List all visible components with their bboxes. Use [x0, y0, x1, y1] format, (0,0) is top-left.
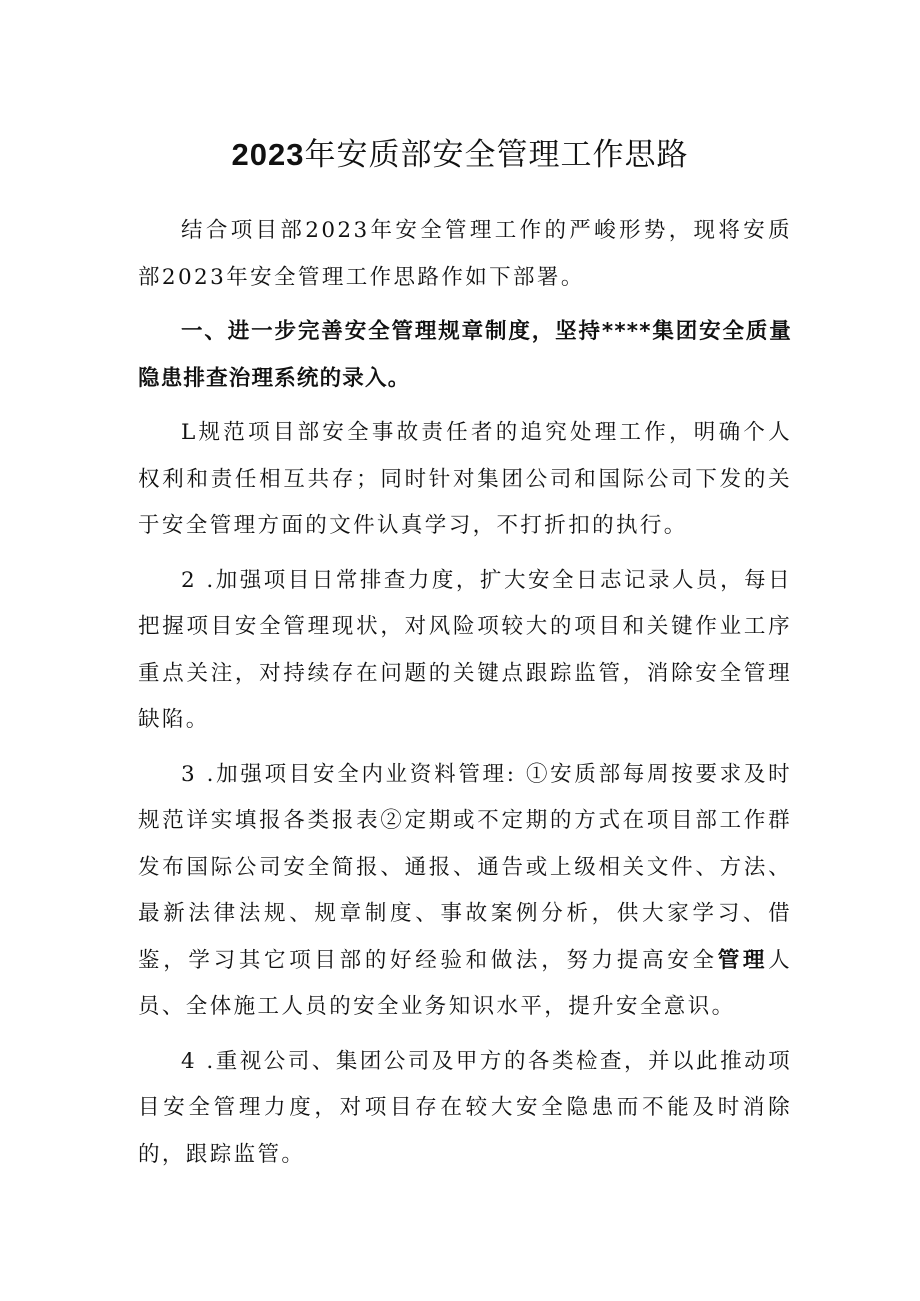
- item-3-text-end: 人员、全体施工人员的安全业务知识水平，提升安全意识。: [138, 947, 793, 1019]
- item-2-paragraph: 2 .加强项目日常排查力度，扩大安全日志记录人员，每日把握项目安全管理现状，对风险项较大的项目和关键作业工序重点关注，对持续存在问题的关键点跟踪监管，消除安全管理缺陷。: [138, 567, 792, 732]
- title-text: 年安质部安全管理工作思路: [304, 137, 689, 173]
- item-3-paragraph: [138, 752, 792, 1031]
- item-3-text-start: 3 .加强项目安全内业资料管理: ①安质部每周按要求及时规范详实填报各类报表②定期或不定期的方式在项目部工作群发布国际公司安全简报、通报、通告或上级相关文件、方法、最新法律法规、规章制度、事故案例分析，供大家学习、借鉴，学习其它项目部的好经验和做法，努力提高安全: [138, 761, 792, 973]
- item-4-paragraph: 4 .重视公司、集团公司及甲方的各类检查，并以此推动项目安全管理力度，对项目存在较大安全隐患而不能及时消除的，跟踪监管。: [138, 1048, 792, 1167]
- document-title: [0, 133, 920, 177]
- item-1-paragraph: L规范项目部安全事故责任者的追究处理工作，明确个人权利和责任相互共存；同时针对集团公司和国际公司下发的关于安全管理方面的文件认真学习，不打折扣的执行。: [138, 420, 792, 538]
- item-3-bold-text: 管理: [717, 947, 769, 973]
- section-heading-1: 一、进一步完善安全管理规章制度，坚持****集团安全质量隐患排查治理系统的录入。: [138, 319, 792, 391]
- document-body: [138, 208, 792, 1186]
- title-year: 2023: [231, 137, 305, 172]
- intro-paragraph: 结合项目部2023年安全管理工作的严峻形势，现将安质部2023年安全管理工作思路作如下部署。: [138, 218, 792, 290]
